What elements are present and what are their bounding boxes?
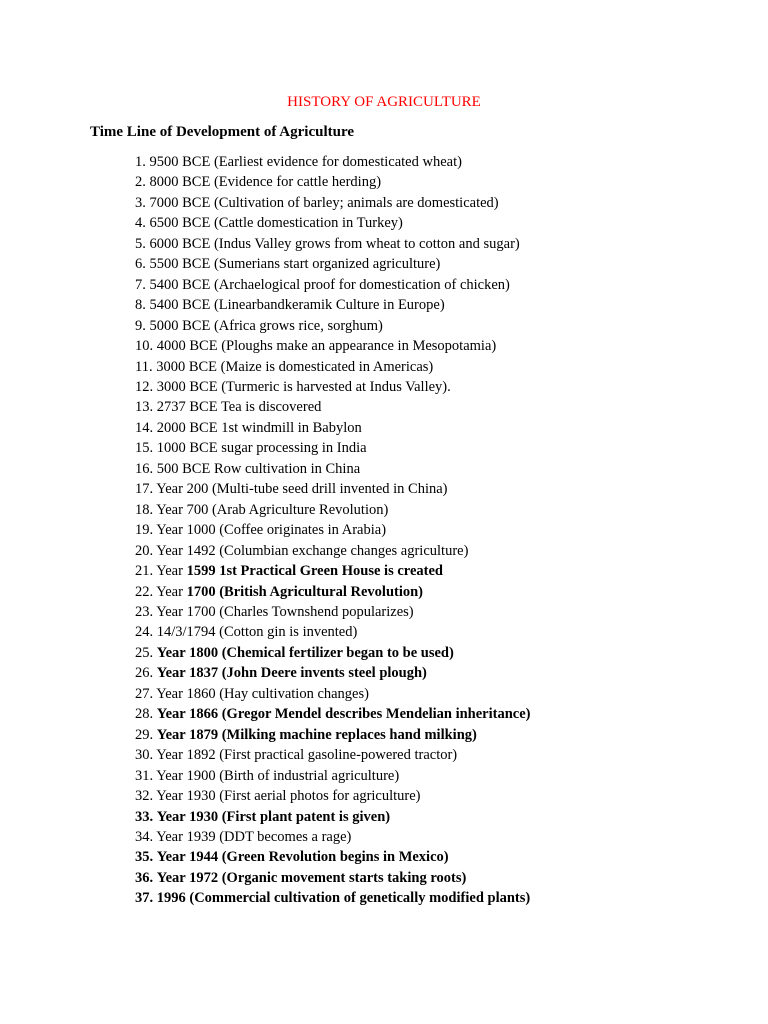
section-heading: Time Line of Development of Agriculture (90, 124, 354, 140)
timeline-item-number: 26. (135, 665, 154, 682)
timeline-item-number: 34. (135, 828, 154, 845)
timeline-item (135, 704, 530, 724)
timeline-item-number: 32. (135, 788, 154, 805)
timeline-item-number: 6. (135, 256, 146, 273)
timeline-item-number: 27. (135, 685, 154, 702)
timeline-item (135, 377, 530, 397)
timeline-item-number: 24. (135, 624, 154, 641)
timeline-item-text: Year 200 (Multi-tube seed drill invented in China) (156, 481, 448, 498)
timeline-item-text: 14/3/1794 (Cotton gin is invented) (156, 624, 358, 641)
timeline-item (135, 459, 530, 479)
timeline-item-number: 31. (135, 767, 154, 784)
timeline-item (135, 500, 530, 520)
timeline-item (135, 234, 530, 254)
timeline-item (135, 152, 530, 172)
timeline-item (135, 786, 530, 806)
timeline-item-text: 500 BCE Row cultivation in China (156, 460, 361, 477)
timeline-item-text: 6000 BCE (Indus Valley grows from wheat to cotton and sugar) (149, 235, 520, 252)
timeline-item (135, 663, 530, 683)
timeline-item (135, 684, 530, 704)
timeline-item (135, 745, 530, 765)
timeline-item (135, 213, 530, 233)
timeline-item-number: 16. (135, 460, 154, 477)
timeline-item-number: 15. (135, 440, 154, 457)
timeline-item-number: 13. (135, 399, 154, 416)
timeline-item (135, 643, 530, 663)
timeline-item-number: 25. (135, 644, 154, 661)
timeline-item-highlight: Year 1866 (Gregor Mendel describes Mendelian inheritance) (156, 706, 531, 723)
timeline-item (135, 807, 530, 827)
timeline-item (135, 888, 530, 908)
timeline-item-highlight: Year 1837 (John Deere invents steel plough) (156, 665, 427, 682)
timeline-item (135, 397, 530, 417)
timeline-item-text: 2737 BCE Tea is discovered (156, 399, 322, 416)
timeline-item-number: 2. (135, 174, 146, 191)
timeline-item-number: 20. (135, 542, 154, 559)
timeline-item-number: 33. (135, 808, 154, 825)
timeline-item-highlight: Year 1879 (Milking machine replaces hand milking) (156, 726, 477, 743)
timeline-item (135, 582, 530, 602)
timeline-item-text: Year (156, 583, 183, 600)
timeline-item (135, 725, 530, 745)
timeline-item-highlight: 1599 1st Practical Green House is created (186, 563, 443, 580)
timeline-item-text: 1000 BCE sugar processing in India (156, 440, 367, 457)
timeline-item-text: 4000 BCE (Ploughs make an appearance in Mesopotamia) (156, 338, 497, 355)
timeline-item-text: 5000 BCE (Africa grows rice, sorghum) (149, 317, 383, 334)
timeline-item-number: 21. (135, 563, 154, 580)
timeline-item (135, 275, 530, 295)
timeline-item-number: 10. (135, 338, 154, 355)
timeline-item-text: 5400 BCE (Linearbandkeramik Culture in Europe) (149, 297, 445, 314)
timeline-item-number: 29. (135, 726, 154, 743)
timeline-item-text: 8000 BCE (Evidence for cattle herding) (149, 174, 382, 191)
timeline-item-text: Year 1900 (Birth of industrial agriculture) (156, 767, 400, 784)
timeline-item-number: 3. (135, 194, 146, 211)
timeline-item (135, 316, 530, 336)
timeline-item (135, 479, 530, 499)
timeline-item-number: 11. (135, 358, 153, 375)
timeline-item (135, 193, 530, 213)
timeline-item-text: 5400 BCE (Archaelogical proof for domestication of chicken) (149, 276, 510, 293)
timeline-item-number: 8. (135, 297, 146, 314)
timeline-item-number: 36. (135, 869, 154, 886)
timeline-item-text: Year 1939 (DDT becomes a rage) (156, 828, 352, 845)
timeline-item-number: 23. (135, 603, 154, 620)
timeline-item-number: 12. (135, 378, 154, 395)
timeline-item (135, 766, 530, 786)
timeline-item (135, 868, 530, 888)
timeline-item-number: 19. (135, 522, 154, 539)
timeline-item-text: 5500 BCE (Sumerians start organized agriculture) (149, 256, 441, 273)
timeline-item (135, 438, 530, 458)
page-title: HISTORY OF AGRICULTURE (287, 94, 481, 110)
timeline-item (135, 418, 530, 438)
timeline-item-highlight: Year 1930 (First plant patent is given) (156, 808, 391, 825)
timeline-item-text: 3000 BCE (Turmeric is harvested at Indus Valley). (156, 378, 451, 395)
timeline-item-number: 1. (135, 154, 146, 170)
timeline-item (135, 847, 530, 867)
timeline-item-text: Year 1492 (Columbian exchange changes agriculture) (156, 542, 469, 559)
timeline-item-number: 9. (135, 317, 146, 334)
timeline-list (135, 152, 530, 909)
timeline-item (135, 172, 530, 192)
timeline-item-number: 35. (135, 849, 154, 866)
timeline-item (135, 602, 530, 622)
timeline-item-text: Year 1930 (First aerial photos for agriculture) (156, 788, 421, 805)
timeline-item-highlight: Year 1944 (Green Revolution begins in Mexico) (156, 849, 449, 866)
timeline-item-number: 14. (135, 419, 154, 436)
timeline-item-text: 3000 BCE (Maize is domesticated in Americas) (156, 358, 434, 375)
timeline-item (135, 357, 530, 377)
timeline-item (135, 295, 530, 315)
timeline-item-text: Year (156, 563, 183, 580)
timeline-item (135, 561, 530, 581)
timeline-item-number: 17. (135, 481, 154, 498)
timeline-item-number: 4. (135, 215, 146, 232)
timeline-item-highlight: 1700 (British Agricultural Revolution) (186, 583, 424, 600)
timeline-item-number: 28. (135, 706, 154, 723)
timeline-item-text: Year 1700 (Charles Townshend popularizes) (156, 603, 414, 620)
timeline-item-text: Year 700 (Arab Agriculture Revolution) (156, 501, 389, 518)
timeline-item-highlight: Year 1800 (Chemical fertilizer began to be used) (156, 644, 454, 661)
timeline-item-number: 7. (135, 276, 146, 293)
timeline-item-highlight: Year 1972 (Organic movement starts taking roots) (156, 869, 467, 886)
timeline-item (135, 622, 530, 642)
timeline-item-text: 7000 BCE (Cultivation of barley; animals are domesticated) (149, 194, 499, 211)
timeline-item (135, 541, 530, 561)
timeline-item (135, 827, 530, 847)
timeline-item-text: Year 1892 (First practical gasoline-powered tractor) (156, 747, 458, 764)
timeline-item-number: 22. (135, 583, 154, 600)
timeline-item-text: Year 1860 (Hay cultivation changes) (156, 685, 369, 702)
timeline-item (135, 520, 530, 540)
timeline-item-text: 6500 BCE (Cattle domestication in Turkey) (149, 215, 403, 232)
timeline-item-number: 30. (135, 747, 154, 764)
timeline-item-text: 2000 BCE 1st windmill in Babylon (156, 419, 362, 436)
timeline-item-highlight: 1996 (Commercial cultivation of genetically modified plants) (156, 890, 531, 907)
timeline-item (135, 254, 530, 274)
timeline-item (135, 336, 530, 356)
timeline-item-text: 9500 BCE (Earliest evidence for domesticated wheat) (149, 154, 462, 170)
timeline-item-number: 5. (135, 235, 146, 252)
timeline-item-number: 18. (135, 501, 154, 518)
timeline-item-number: 37. (135, 890, 154, 907)
timeline-item-text: Year 1000 (Coffee originates in Arabia) (156, 522, 387, 539)
